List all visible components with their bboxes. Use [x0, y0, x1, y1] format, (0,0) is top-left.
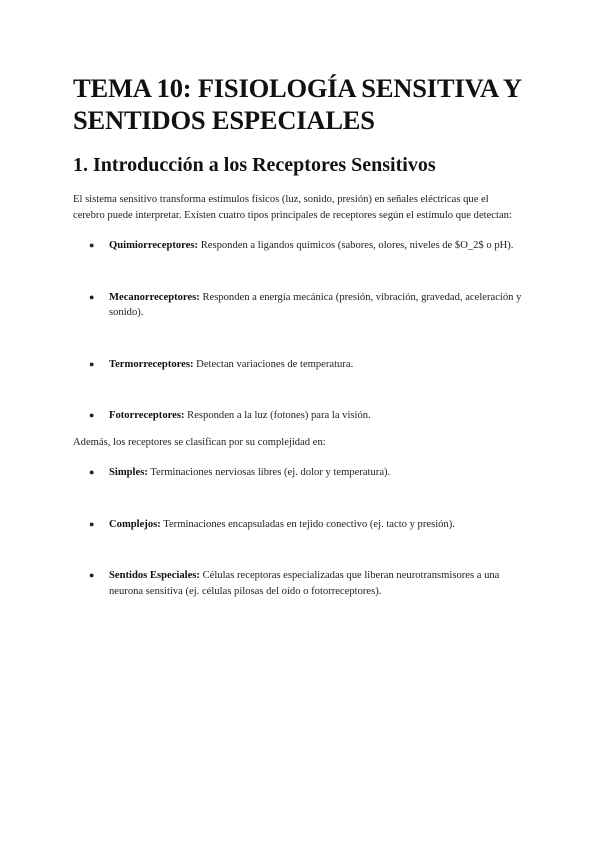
bullet-icon: ●	[89, 410, 95, 420]
bullet-icon: ●	[89, 240, 95, 250]
bullet-icon: ●	[89, 291, 95, 302]
bullet-icon: ●	[89, 518, 95, 529]
list-item	[73, 517, 523, 533]
list-item-term: Complejos:	[109, 518, 161, 530]
complexity-intro-paragraph: Además, los receptores se clasifican por su complejidad en:	[73, 436, 326, 448]
page-title: TEMA 10: FISIOLOGÍA SENSITIVA Y SENTIDOS ESPECIALES	[73, 73, 521, 135]
list-item	[73, 357, 523, 373]
bullet-icon: ●	[89, 358, 95, 369]
intro-paragraph: El sistema sensitivo transforma estímulos físicos (luz, sonido, presión) en señales eléctricas que el cerebro puede interpretar. Existen cuatro tipos principales de receptores según el estímulo que detectan:	[73, 194, 512, 221]
list-item-description: Detectan variaciones de temperatura.	[193, 358, 354, 370]
list-item	[73, 465, 523, 481]
list-item-description: Responden a la luz (fotones) para la visión.	[184, 410, 371, 421]
list-item	[73, 568, 523, 599]
list-item-description: Responden a energía mecánica (presión, vibración, gravedad, aceleración y sonido).	[109, 291, 522, 318]
list-item-term: Mecanorreceptores:	[109, 291, 200, 303]
list-item	[73, 290, 523, 321]
list-item-term: Sentidos Especiales:	[109, 570, 200, 581]
list-item-description: Células receptoras especializadas que liberan neurotransmisores a una neurona sensitiva (ej. células pilosas del oído o fotorreceptores).	[109, 570, 500, 597]
list-item-term: Simples:	[109, 467, 148, 478]
list-item-term: Fotorreceptores:	[109, 410, 185, 421]
section-title: 1. Introducción a los Receptores Sensitivos	[73, 154, 436, 176]
list-item-description: Terminaciones nerviosas libres (ej. dolor y temperatura).	[147, 467, 391, 478]
bullet-icon: ●	[89, 570, 95, 580]
bullet-icon: ●	[89, 467, 95, 477]
complexity-type-list	[73, 465, 523, 599]
list-item	[73, 238, 523, 254]
document-page	[73, 72, 523, 599]
list-item-description: Terminaciones encapsuladas en tejido conectivo (ej. tacto y presión).	[160, 518, 455, 530]
list-item	[73, 408, 523, 424]
list-item-term: Termorreceptores:	[109, 358, 194, 370]
receptor-type-list	[73, 238, 523, 424]
list-item-description: Responden a ligandos químicos (sabores, olores, niveles de $O_2$ o pH).	[198, 240, 514, 251]
list-item-term: Quimiorreceptores:	[109, 240, 199, 251]
